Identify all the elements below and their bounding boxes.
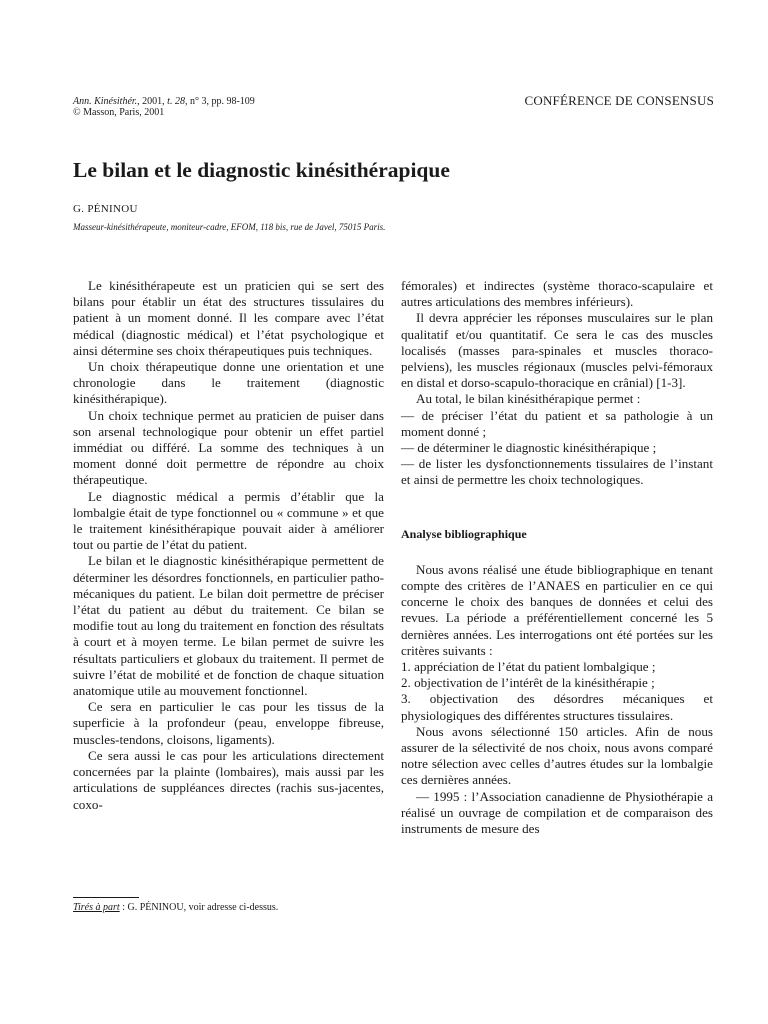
- paragraph: Nous avons sélectionné 150 articles. Afin de nous assurer de la sélectivité de nos choix, nous avons comparé notre sélection avec celles d’autres études sur la lombalgie ces dernières années.: [401, 723, 713, 788]
- paragraph: Nous avons réalisé une étude bibliographique en tenant compte des critères de l’ANAES en particulier en ce qui concerne le choix des banques de données et celui des revues. La période a préférentiellement concerné les 5 dernières années. Les interrogations ont été portées sur les critères suivants :: [401, 561, 713, 658]
- citation-block: [73, 96, 255, 118]
- paragraph: Le kinésithérapeute est un praticien qui se sert des bilans pour établir un état des structures tissulaires du patient à un moment donné. Il les compare avec l’état médical (diagnostic médical) et l’état psychologique et ainsi détermine ses choix thérapeutiques puis techniques.: [73, 278, 384, 358]
- footnote-text: G. PÉNINOU, voir adresse ci-dessus.: [127, 902, 279, 913]
- list-item: 2. objectivation de l’intérêt de la kinésithérapie ;: [401, 675, 655, 691]
- citation-year: , 2001,: [137, 96, 168, 107]
- list-item: 3. objectivation des désordres mécaniques et physiologiques des différentes structures tissulaires.: [401, 691, 713, 723]
- paragraph: Ce sera aussi le cas pour les articulations directement concernées par la plainte (lombaires), mais aussi par les articulations de suppléances directes (rachis sus-jacentes, coxo-: [73, 747, 384, 812]
- paragraph-continuation: fémorales) et indirectes (système thoraco-scapulaire et autres articulations des membres inférieurs).: [401, 278, 713, 310]
- right-column: [401, 278, 713, 837]
- article-title: Le bilan et le diagnostic kinésithérapique: [73, 158, 450, 182]
- paragraph: Un choix technique permet au praticien de puiser dans son arsenal technologique pour obtenir un effet partiel immédiat ou différé. La somme des techniques à un moment donné doit permettre de répondre au choix thérapeutique.: [73, 407, 384, 488]
- list-item: 1. appréciation de l’état du patient lombalgique ;: [401, 659, 656, 675]
- paragraph: Le bilan et le diagnostic kinésithérapique permettent de déterminer les désordres fonctionnels, en particulier patho-mécaniques du patient. Le bilan doit permettre de préciser l’état du patient au début du traitement. Ce bilan se modifie tout au long du traitement en fonction des résultats à court et à moyen terme. Le bilan permet de suivre les résultats particuliers et globaux du traitement. Il permet de suivre l’état de mobilité et de fonction de chaque situation anatomique utile au mouvement fonctionnel.: [73, 553, 384, 699]
- citation-issue-pages: , n° 3, pp. 98-109: [184, 96, 255, 107]
- left-column: [73, 278, 384, 813]
- list-item: — de déterminer le diagnostic kinésithérapique ;: [401, 440, 657, 456]
- footnote-separator: :: [119, 902, 128, 913]
- paragraph: — 1995 : l’Association canadienne de Physiothérapie a réalisé un ouvrage de compilation et de comparaison des instruments de mesure des: [401, 788, 713, 837]
- section-heading: Analyse bibliographique: [401, 526, 527, 541]
- footnote: [73, 902, 278, 913]
- footnote-divider: [73, 897, 139, 898]
- paragraph: Un choix thérapeutique donne une orientation et une chronologie dans le traitement (diagnostic kinésithérapique).: [73, 359, 384, 407]
- journal-name: Ann. Kinésithér.: [73, 96, 138, 107]
- copyright-line: © Masson, Paris, 2001: [73, 107, 165, 118]
- section-label: CONFÉRENCE DE CONSENSUS: [524, 93, 714, 108]
- footnote-label: Tirés à part: [73, 902, 120, 913]
- article-author: G. PÉNINOU: [73, 203, 138, 215]
- citation-volume: t. 28: [167, 96, 185, 107]
- paragraph: Le diagnostic médical a permis d’établir que la lombalgie était de type fonctionnel ou « commune » et que le traitement kinésithérapique pouvait aider à améliorer tout ou partie de l’état du patient.: [73, 488, 384, 553]
- list-item: — de lister les dysfonctionnements tissulaires de l’instant et ainsi de permettre les choix technologiques.: [401, 456, 713, 488]
- paragraph: Au total, le bilan kinésithérapique permet :: [416, 391, 641, 407]
- paragraph: Il devra apprécier les réponses musculaires sur le plan qualitatif et/ou quantitatif. Ce sera le cas des muscles localisés (masses para-spinales et muscles thoraco-pelviens), les muscles régionaux (muscles pelvi-fémoraux en distal et dorso-scapulo-thoracique en crânial) [1-3].: [401, 310, 713, 391]
- journal-citation: [73, 96, 255, 107]
- author-affiliation: Masseur-kinésithérapeute, moniteur-cadre, EFOM, 118 bis, rue de Javel, 75015 Paris.: [73, 222, 386, 232]
- paragraph: Ce sera en particulier le cas pour les tissus de la superficie à la profondeur (peau, enveloppe fibreuse, muscles-tendons, cloisons, ligaments).: [73, 699, 384, 747]
- list-item: — de préciser l’état du patient et sa pathologie à un moment donné ;: [401, 407, 713, 439]
